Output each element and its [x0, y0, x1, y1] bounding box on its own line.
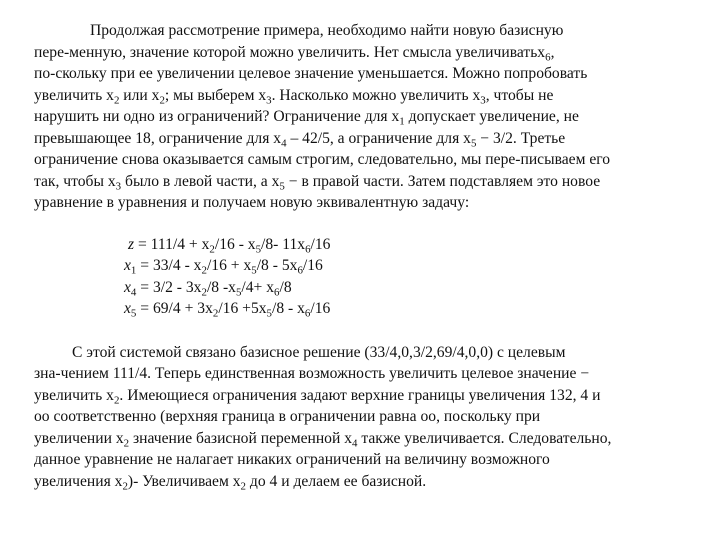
text-line: так, чтобы $x_3$ было в левой части, а $x_5 - в$ правой части. Затем подставляем это новое — [34, 172, 601, 192]
text-line: нарушить ни одно из ограничений? Ограничение для $x_1$ допускает увеличение, не — [34, 108, 579, 128]
text-line: превышающее 18, ограничение для $x_4 - 42/5$, а ограничение для $x_5 - 3/2$. Третье — [34, 129, 566, 149]
paragraph-2 — [34, 342, 709, 493]
text-line: по-скольку при ее увеличении целевое значение уменьшается. Можно попробовать — [34, 65, 588, 82]
text-line: увеличить $x_2$. Имеющиеся ограничения задают верхние границы увеличения 132, 4 и — [34, 386, 601, 406]
equation-z: $z = 111/4 + x_2/16 - x_5/8-$ $11x_6/16$ — [128, 235, 331, 255]
text-line: увеличении $x_2$ значение базисной переменной $x_4$ также увеличивается. Следовательно, — [34, 429, 612, 449]
text-line: пере-менную, значение которой можно увеличить. Нет смысла увеличиватьx$_6$, — [34, 43, 555, 63]
equation-x5: $x_5 = 69/4 + 3x_2/16 +5x_5/8 - x_6/16$ — [124, 300, 331, 320]
text-line: увеличения $x_2)-$ Увеличиваем $x_2$ до 4 и делаем ее базисной. — [34, 472, 427, 492]
text-line: Продолжая рассмотрение примера, необходимо найти новую базисную — [90, 22, 564, 39]
equation-x4: $x_4 = 3/2 - 3x_2/8$ $-x_5/4+ x_6/8$ — [124, 278, 292, 298]
text-line: уравнение в уравнения и получаем новую эквивалентную задачу: — [34, 194, 470, 211]
paragraph-1 — [34, 20, 709, 214]
text-line: ограничение снова оказывается самым строгим, следовательно, мы пере-писываем его — [34, 151, 611, 168]
text-line: С этой системой связано базисное решение (33/4,0,3/2,69/4,0,0) с целевым — [72, 343, 566, 361]
equation-x1: $x_1 = 33/4 - x_2/16 + x_5/8 - 5x_6/16$ — [124, 257, 323, 277]
document-page — [34, 20, 709, 492]
text-line: увеличить $x_2$ или $x_2$; мы выберем $x_3$. Насколько можно увеличить $x_3$, чтобы не — [34, 86, 554, 106]
text-line: оо соответственно (верхняя граница в ограничении равна оо, поскольку при — [34, 408, 541, 425]
equation-system — [34, 234, 709, 320]
text-line: зна-чением 111/4. Теперь единственная возможность увеличить целевое значение − — [34, 365, 590, 382]
text-line: данное уравнение не налагает никаких ограничений на величину возможного — [34, 451, 550, 468]
